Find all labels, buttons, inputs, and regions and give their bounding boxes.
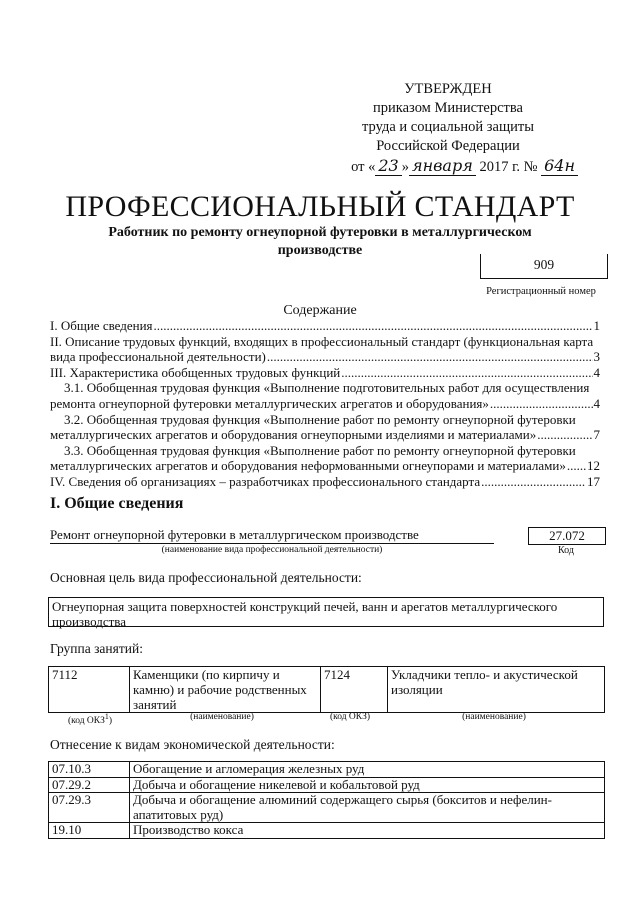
toc-item-line: 3.3. Обобщенная трудовая функция «Выполнение работ по ремонту огнеупорной футеровки: [64, 442, 576, 458]
activity-code-caption: Код: [558, 545, 574, 556]
okz-code-cell: 7124: [321, 667, 388, 713]
okz-code-cell: 7112: [49, 667, 130, 713]
table-row: [49, 793, 605, 823]
toc-item[interactable]: I. Общие сведения ..... 1: [50, 318, 600, 334]
okz-name-caption: (наименование): [190, 712, 254, 722]
approval-line: приказом Министерства: [373, 100, 523, 116]
toc-item[interactable]: металлургических агрегатов и оборудования огнеупорными изделиями и материалами» ..... 7: [50, 427, 600, 443]
handwritten-day: 23: [375, 156, 401, 176]
approval-block: [318, 80, 578, 177]
section-heading: I. Общие сведения: [50, 495, 184, 512]
toc-item-line: 3.2. Обобщенная трудовая функция «Выполнение работ по ремонту огнеупорной футеровки: [64, 411, 576, 427]
goal-value-box: Огнеупорная защита поверхностей конструкций печей, ванн и арегатов металлургического производства: [48, 597, 604, 627]
toc-item-line: II. Описание трудовых функций, входящих в профессиональный стандарт (функциональная карта: [50, 333, 594, 349]
okved-label: Отнесение к видам экономической деятельности:: [50, 737, 335, 752]
registration-number-label: Регистрационный номер: [486, 286, 596, 297]
activity-code-box: 27.072: [528, 527, 606, 545]
occupations-label: Группа занятий:: [50, 641, 143, 656]
okz-name-caption: (наименование): [462, 712, 526, 722]
activity-kind-value: Ремонт огнеупорной футеровки в металлургическом производстве: [50, 527, 494, 544]
toc-item[interactable]: III. Характеристика обобщенных трудовых функций ..... 4: [50, 365, 600, 381]
handwritten-month: января: [409, 156, 476, 176]
approval-line: Российской Федерации: [376, 138, 520, 154]
okz-code-caption: (код ОКЗ): [329, 712, 371, 722]
goal-label: Основная цель вида профессиональной деятельности:: [50, 570, 362, 585]
activity-kind-caption: (наименование вида профессиональной деятельности): [161, 545, 383, 555]
table-row: [49, 762, 605, 778]
okved-name-cell: Производство кокса: [130, 823, 605, 839]
toc-item-line: 3.1. Обобщенная трудовая функция «Выполнение подготовительных работ для осуществления: [64, 380, 590, 396]
okved-code-cell: 07.29.3: [49, 793, 130, 823]
okz-name-cell: Укладчики тепло- и акустической изоляции: [388, 667, 605, 713]
occupations-table: [48, 666, 605, 713]
okved-code-cell: 19.10: [49, 823, 130, 839]
toc-item[interactable]: вида профессиональной деятельности) ..... 3: [50, 349, 600, 365]
toc-heading: Содержание: [283, 303, 357, 318]
table-row: [49, 823, 605, 839]
handwritten-number: 64н: [541, 156, 578, 176]
document-title: ПРОФЕССИОНАЛЬНЫЙ СТАНДАРТ: [65, 190, 575, 223]
document-subtitle: Работник по ремонту огнеупорной футеровки в металлургическом производстве: [108, 225, 532, 258]
registration-number-box: 909: [480, 254, 608, 279]
toc-item[interactable]: IV. Сведения об организациях – разработчиках профессионального стандарта ..... 17: [50, 474, 600, 490]
okved-name-cell: Добыча и обогащение никелевой и кобальтовой руд: [130, 777, 605, 793]
okved-name-cell: Добыча и обогащение алюминий содержащего сырья (бокситов и нефелин-апатитовых руд): [130, 793, 605, 823]
okved-code-cell: 07.10.3: [49, 762, 130, 778]
table-of-contents: [50, 318, 600, 490]
okz-name-cell: Каменщики (по кирпичу и камню) и рабочие родственных занятий: [130, 667, 321, 713]
approval-title: УТВЕРЖДЕН: [404, 81, 492, 97]
toc-item[interactable]: ремонта огнеупорной футеровки металлургических агрегатов и оборудования» ..... 4: [50, 396, 600, 412]
approval-date: от « 23 » января 2017 г. № 64н: [318, 156, 578, 177]
table-row: [49, 777, 605, 793]
table-row: [49, 667, 605, 713]
okved-code-cell: 07.29.2: [49, 777, 130, 793]
okved-table: [48, 761, 605, 839]
okz-code-caption: (код ОКЗ$^1$): [67, 712, 113, 727]
okved-name-cell: Обогащение и агломерация железных руд: [130, 762, 605, 778]
toc-item[interactable]: металлургических агрегатов и оборудования неформованными огнеупорами и материалами» ..... 12: [50, 458, 600, 474]
approval-line: труда и социальной защиты: [362, 119, 534, 135]
